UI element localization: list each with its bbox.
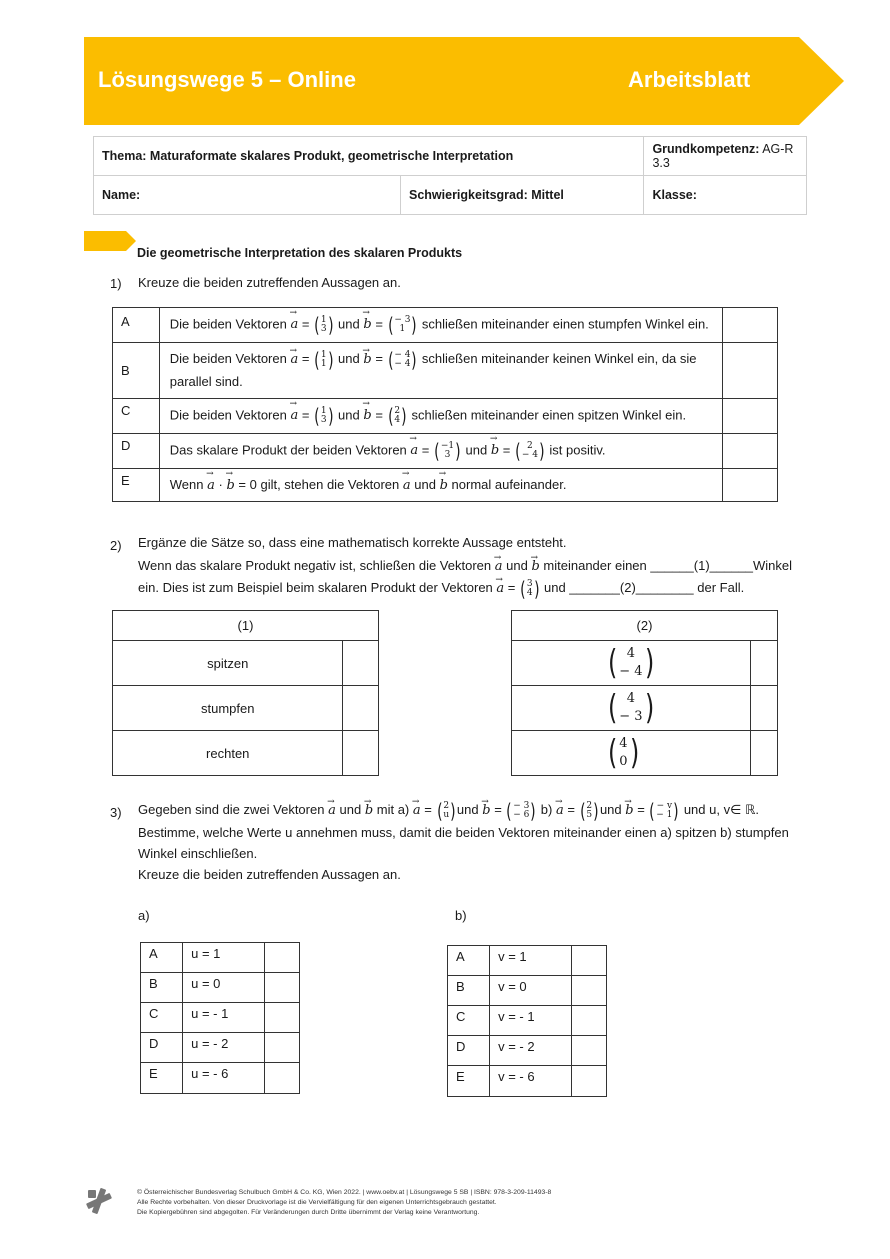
option-vector-3: ( 4 0 ) <box>512 731 751 776</box>
banner-worksheet-label: Arbeitsblatt <box>628 67 751 92</box>
checkbox-option-1-1[interactable] <box>343 641 379 686</box>
checkbox-d[interactable] <box>723 434 778 469</box>
checkbox-e[interactable] <box>723 469 778 502</box>
topic-cell: Thema: Maturaformate skalares Produkt, geometrische Interpretation <box>94 137 644 176</box>
row-letter: E <box>448 1066 490 1097</box>
header-banner <box>84 37 844 125</box>
task2-sentence-line1: Wenn das skalare Produkt negativ ist, schließen die Vektoren → a und → b miteinander einen ______(1)______Winkel <box>138 555 792 578</box>
header-info-table <box>93 136 807 215</box>
checkbox-a[interactable] <box>723 308 778 343</box>
class-field[interactable]: Klasse: <box>644 176 807 215</box>
task2-number: 2) <box>110 538 122 553</box>
checkbox-option-2-3[interactable] <box>751 731 778 776</box>
row-letter: E <box>141 1063 183 1094</box>
task3-line3: Winkel einschließen. <box>138 846 258 861</box>
checkbox-b-d[interactable] <box>572 1036 607 1066</box>
row-letter: B <box>113 343 160 399</box>
task3-table-b <box>447 945 607 1097</box>
option-value: u = - 2 <box>183 1033 265 1063</box>
row-letter: A <box>141 943 183 973</box>
section-tab-marker <box>84 231 136 251</box>
task2-options-2 <box>511 610 778 776</box>
task3-line1: Gegeben sind die zwei Vektoren → a und → b mit a) → a = ( 2 u ) und → b = ( − 3 − 6 ) b) → a = ( 2 5 ) und → b = ( − v − 1 ) und u, v∈ ℝ. <box>138 799 759 822</box>
banner-title: Lösungswege 5 – Online <box>98 67 356 92</box>
task2-instruction: Ergänze die Sätze so, dass eine mathematisch korrekte Aussage entsteht. <box>138 535 567 550</box>
task3-table-a <box>140 942 300 1094</box>
option-value: u = - 6 <box>183 1063 265 1094</box>
row-letter: D <box>113 434 160 469</box>
row-letter: C <box>141 1003 183 1033</box>
checkbox-b-b[interactable] <box>572 976 607 1006</box>
option-value: v = - 6 <box>490 1066 572 1097</box>
checkbox-a-a[interactable] <box>265 943 300 973</box>
task1-row-a <box>113 308 778 343</box>
task1-instruction: Kreuze die beiden zutreffenden Aussagen an. <box>138 275 401 290</box>
checkbox-b-a[interactable] <box>572 946 607 976</box>
row-letter: C <box>113 399 160 434</box>
option-spitzen: spitzen <box>113 641 343 686</box>
task1-row-c <box>113 399 778 434</box>
option-value: v = - 1 <box>490 1006 572 1036</box>
task2-sentence-line2: ein. Dies ist zum Beispiel beim skalaren Produkt der Vektoren → a = ( 3 4 ) und _______(2)________ der Fall. <box>138 577 744 600</box>
task3-label-a: a) <box>138 908 150 923</box>
task1-row-d <box>113 434 778 469</box>
option-vector-1: ( 4 − 4 ) <box>512 641 751 686</box>
checkbox-c[interactable] <box>723 399 778 434</box>
option-value: v = 1 <box>490 946 572 976</box>
task1-table <box>112 307 778 502</box>
task1-number: 1) <box>110 276 122 291</box>
checkbox-b-c[interactable] <box>572 1006 607 1036</box>
competence-cell: Grundkompetenz: AG-R 3.3 <box>644 137 807 176</box>
option-value: u = - 1 <box>183 1003 265 1033</box>
row-letter: D <box>141 1033 183 1063</box>
row-letter: E <box>113 469 160 502</box>
task1-row-e <box>113 469 778 502</box>
option-stumpfen: stumpfen <box>113 686 343 731</box>
statement-text: Wenn → a · → b = 0 gilt, stehen die Vektoren → a und → b normal aufeinander. <box>159 469 723 502</box>
task3-number: 3) <box>110 805 122 820</box>
statement-text: Die beiden Vektoren → a = ( 1 1 ) und → b = ( − 4 − 4 ) schließen miteinander keinen Winkel ein, da sie parallel sind. <box>159 343 723 399</box>
option-value: v = 0 <box>490 976 572 1006</box>
row-letter: C <box>448 1006 490 1036</box>
option-value: v = - 2 <box>490 1036 572 1066</box>
footer-copyright: © Österreichischer Bundesverlag Schulbuch GmbH & Co. KG, Wien 2022. | www.oebv.at | Lösungswege 5 SB | ISBN: 978-3-209-11493-8 Alle Rechte vorbehalten. Von dieser Druckvorlage ist die Vervielfältigung für den eigenen Unterrichtsgebrauch gestattet. Die Kopiergebühren sind abgegolten. Für Veränderungen durch Dritte übernimmt der Verlag keine Verantwortung. <box>137 1189 552 1216</box>
name-field[interactable]: Name: <box>94 176 401 215</box>
publisher-logo-icon <box>84 1186 114 1216</box>
difficulty-cell: Schwierigkeitsgrad: Mittel <box>401 176 644 215</box>
row-letter: D <box>448 1036 490 1066</box>
statement-text: Die beiden Vektoren → a = ( 1 3 ) und → b = ( − 3 1 ) schließen miteinander einen stumpfen Winkel ein. <box>159 308 723 343</box>
checkbox-a-e[interactable] <box>265 1063 300 1094</box>
row-letter: A <box>448 946 490 976</box>
checkbox-option-2-1[interactable] <box>751 641 778 686</box>
checkbox-b-e[interactable] <box>572 1066 607 1097</box>
option-rechten: rechten <box>113 731 343 776</box>
checkbox-a-b[interactable] <box>265 973 300 1003</box>
statement-text: Die beiden Vektoren → a = ( 1 3 ) und → b = ( 2 4 ) schließen miteinander einen spitzen Winkel ein. <box>159 399 723 434</box>
row-letter: B <box>448 976 490 1006</box>
task3-line2: Bestimme, welche Werte u annehmen muss, damit die beiden Vektoren miteinander einen a) spitzen b) stumpfen <box>138 825 789 840</box>
checkbox-b[interactable] <box>723 343 778 399</box>
row-letter: B <box>141 973 183 1003</box>
checkbox-option-1-2[interactable] <box>343 686 379 731</box>
options-2-header: (2) <box>512 611 778 641</box>
statement-text: Das skalare Produkt der beiden Vektoren → a = ( −1 3 ) und → b = ( 2 − 4 ) ist positiv. <box>159 434 723 469</box>
option-value: u = 1 <box>183 943 265 973</box>
checkbox-a-d[interactable] <box>265 1033 300 1063</box>
options-1-header: (1) <box>113 611 379 641</box>
row-letter: A <box>113 308 160 343</box>
checkbox-option-2-2[interactable] <box>751 686 778 731</box>
option-value: u = 0 <box>183 973 265 1003</box>
checkbox-a-c[interactable] <box>265 1003 300 1033</box>
task2-options-1 <box>112 610 379 776</box>
section-title: Die geometrische Interpretation des skalaren Produkts <box>137 246 463 260</box>
task3-label-b: b) <box>455 908 467 923</box>
option-vector-2: ( 4 − 3 ) <box>512 686 751 731</box>
checkbox-option-1-3[interactable] <box>343 731 379 776</box>
task3-line4: Kreuze die beiden zutreffenden Aussagen an. <box>138 867 401 882</box>
task1-row-b <box>113 343 778 399</box>
